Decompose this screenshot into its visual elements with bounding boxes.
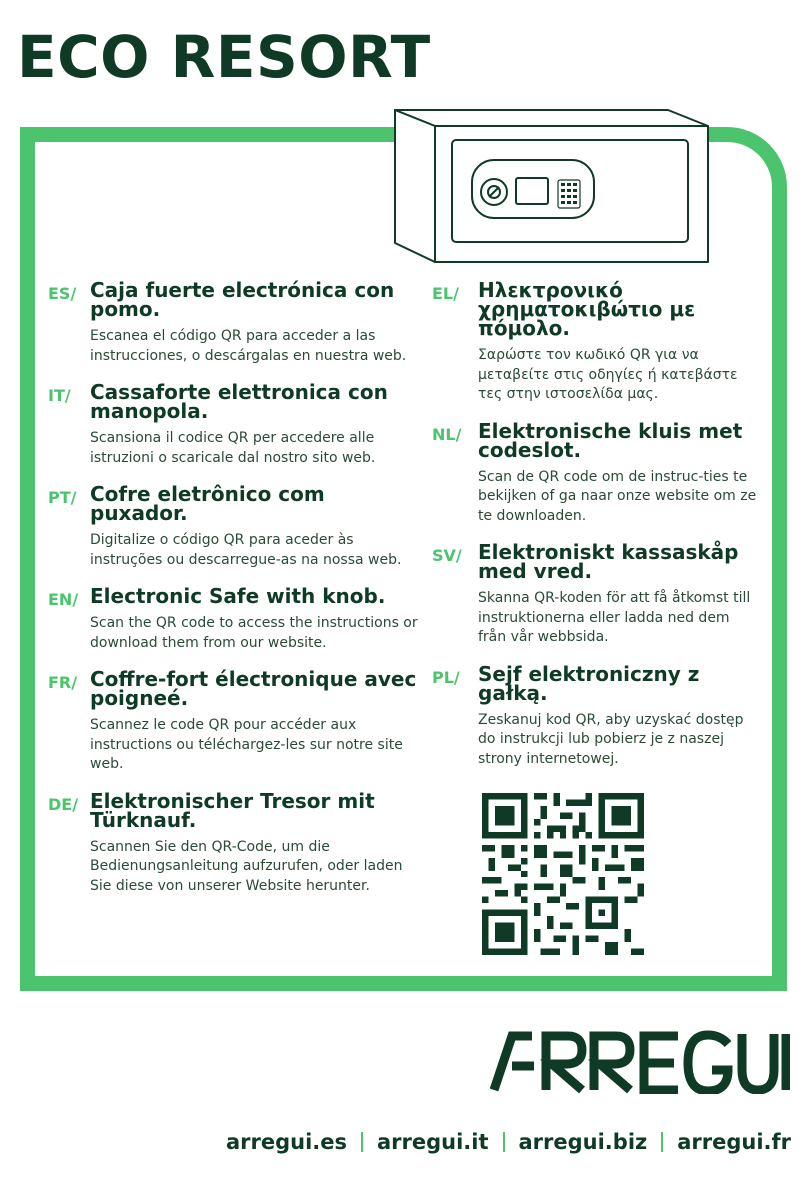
page-title: ECO RESORT [17, 23, 431, 91]
language-code: NL/ [432, 424, 462, 444]
language-entry-nl [432, 418, 762, 527]
language-code: IT/ [48, 386, 71, 405]
safe-illustration-icon [390, 100, 715, 270]
footer-separator [661, 1132, 663, 1152]
entry-text: Scan de QR code om de instruc-ties te bekijken of ga naar onze website om ze te downloaden. [478, 468, 757, 524]
entry-text: Scansiona il codice QR per accedere alle istruzioni o scaricale dal nostro sito web. [90, 430, 376, 466]
entry-text: Scan the QR code to access the instructions or download them from our website. [90, 615, 418, 651]
language-entry-es [48, 278, 418, 366]
entry-heading: Electronic Safe with knob. [90, 584, 386, 608]
language-entry-fr [48, 667, 418, 775]
language-code: FR/ [48, 673, 78, 692]
entry-text: Σαρώστε τον κωδικό QR για να μεταβείτε στις οδηγίες ή κατεβάστε τες στην ιστοσελίδα μας. [478, 347, 738, 402]
language-code: EL/ [432, 284, 459, 303]
entry-text: Scannen Sie den QR-Code, um die Bedienungsanleitung aufzurufen, oder laden Sie diese von unserer Website herunter. [90, 838, 403, 894]
language-column-left [48, 278, 418, 896]
language-code: DE/ [48, 794, 79, 814]
entry-text: Escanea el código QR para acceder a las instrucciones, o descárgalas en nuestra web. [90, 328, 407, 364]
entry-heading: Coffre-fort électronique avec poigneé. [90, 667, 417, 710]
language-entry-sv [432, 540, 762, 648]
language-entry-de [48, 788, 418, 897]
footer-link-biz[interactable]: arregui.biz [518, 1130, 648, 1154]
language-entry-pt [48, 482, 418, 570]
footer-link-fr[interactable]: arregui.fr [677, 1130, 791, 1154]
language-code: EN/ [48, 590, 79, 609]
footer-link-es[interactable]: arregui.es [226, 1130, 348, 1154]
language-entry-pl [432, 661, 762, 770]
entry-heading: Elektroniskt kassaskåp med vred. [478, 540, 739, 583]
entry-heading: Cassaforte elettronica con manopola. [90, 380, 388, 423]
entry-text: Skanna QR-koden för att få åtkomst till instruktionerna eller ladda ned dem från vår webbsida. [478, 590, 751, 645]
language-column-right [432, 278, 762, 769]
footer-link-it[interactable]: arregui.it [377, 1130, 489, 1154]
entry-heading: Sejf elektroniczny z gałką. [478, 661, 700, 705]
entry-heading: Ηλεκτρονικό χρηματοκιβώτιο με πόμολο. [478, 278, 696, 340]
entry-heading: Caja fuerte electrónica con pomo. [90, 278, 395, 321]
language-entry-en [48, 584, 418, 653]
footer-separator [503, 1132, 505, 1152]
language-code: PT/ [48, 488, 77, 507]
footer-links [226, 1130, 791, 1154]
language-code: PL/ [432, 667, 460, 687]
entry-heading: Cofre eletrônico com puxador. [90, 482, 325, 525]
entry-text: Zeskanuj kod QR, aby uzyskać dostęp do instrukcji lub pobierz je z naszej strony internetowej. [478, 711, 744, 767]
footer-separator [361, 1132, 363, 1152]
entry-heading: Elektronischer Tresor mit Türknauf. [90, 788, 375, 832]
language-code: SV/ [432, 546, 462, 565]
entry-text: Digitalize o código QR para aceder às instruções ou descarregue-as na nossa web. [90, 532, 402, 568]
language-entry-el [432, 278, 762, 405]
qr-code-icon[interactable] [482, 793, 644, 955]
language-entry-it [48, 380, 418, 468]
entry-heading: Elektronische kluis met codeslot. [478, 418, 743, 462]
language-code: ES/ [48, 284, 77, 303]
arregui-logo-icon [490, 1030, 790, 1094]
entry-text: Scannez le code QR pour accéder aux instructions ou téléchargez-les sur notre site web. [90, 717, 403, 772]
